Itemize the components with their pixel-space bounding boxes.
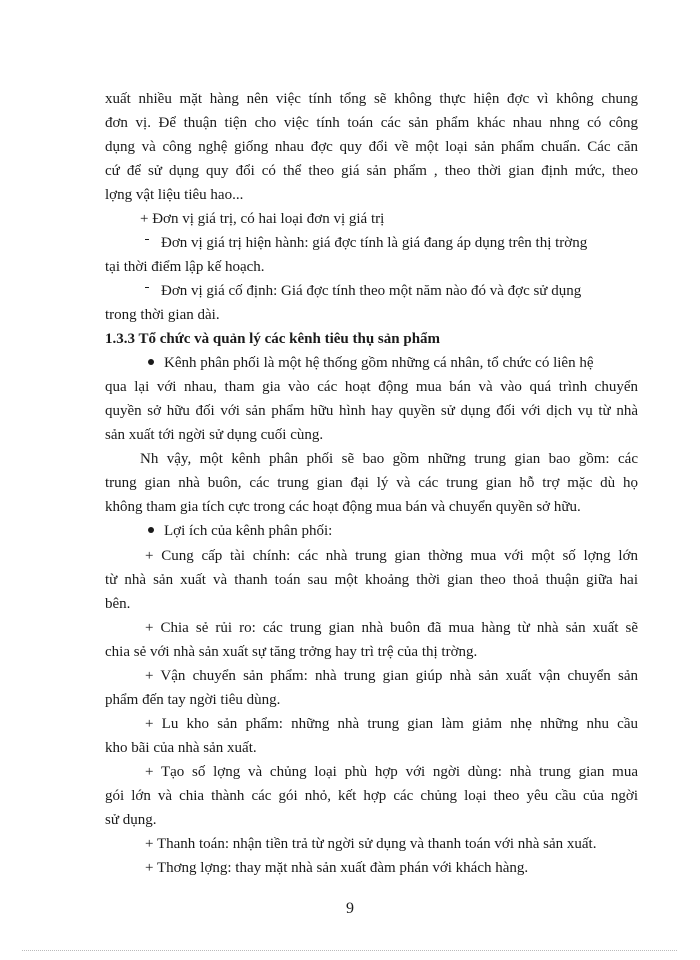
page-number: 9	[346, 900, 354, 917]
text-line: bên.	[105, 596, 131, 612]
text-line: qua lại với nhau, tham gia vào các hoạt động mua bán và vào quá trình chuyển	[105, 379, 638, 395]
text-line: + Lu kho sản phẩm: những nhà trung gian làm giảm nhẹ những nhu cầu	[145, 716, 638, 732]
text-line: + Thanh toán: nhận tiền trả từ ngời sử dụng và thanh toán với nhà sản xuất.	[145, 836, 597, 852]
dash-bullet	[145, 287, 149, 289]
text-line: dụng và công nghệ giống nhau đợc quy đổi về một loại sản phẩm chuẩn. Các căn	[105, 139, 638, 155]
text-line: xuất nhiều mặt hàng nên việc tính tổng sẽ không thực hiện đợc vì không chung	[105, 91, 638, 107]
text-line: sử dụng.	[105, 812, 157, 828]
text-line: Đơn vị giá trị hiện hành: giá đợc tính là giá đang áp dụng trên thị trờng	[161, 235, 588, 251]
text-line: trung gian nhà buôn, các trung gian đại lý và các trung gian hỗ trợ mặc dù họ	[105, 475, 638, 491]
dash-item	[145, 233, 638, 253]
text-line: + Tạo số lợng và chủng loại phù hợp với ngời dùng: nhà trung gian mua	[145, 764, 638, 780]
dash-bullet	[145, 239, 149, 241]
text-line: không tham gia tích cực trong các hoạt động mua bán và chuyển quyền sở hữu.	[105, 499, 581, 515]
text-line: lợng vật liệu tiêu hao...	[105, 187, 244, 203]
text-line: kho bãi của nhà sản xuất.	[105, 740, 257, 756]
page-bottom-divider	[22, 950, 677, 951]
text-line: Kênh phân phối là một hệ thống gồm những cá nhân, tổ chức có liên hệ	[164, 355, 594, 371]
text-line: phẩm đến tay ngời tiêu dùng.	[105, 692, 281, 708]
text-line: sản xuất tới ngời sử dụng cuối cùng.	[105, 427, 324, 443]
text-line: từ nhà sản xuất và thanh toán sau một khoảng thời gian theo thoả thuận giữa hai	[105, 572, 638, 588]
bullet-icon	[148, 359, 154, 365]
text-line: Đơn vị giá cố định: Giá đợc tính theo một năm nào đó và đợc sử dụng	[161, 283, 582, 299]
text-line: chia sẻ với nhà sản xuất sự tăng trởng hay trì trệ của thị trờng.	[105, 644, 478, 660]
text-line: quyền sở hữu đối với sản phẩm hữu hình hay quyền sử dụng đối với dịch vụ từ nhà	[105, 403, 638, 419]
bullet-icon	[148, 527, 154, 533]
bullet-item	[148, 521, 638, 541]
section-heading: 1.3.3 Tổ chức và quản lý các kênh tiêu thụ sản phẩm	[105, 331, 441, 347]
text-line: Lợi ích của kênh phân phối:	[164, 523, 333, 539]
text-line: + Vận chuyển sản phẩm: nhà trung gian giúp nhà sản xuất vận chuyển sản	[145, 668, 638, 684]
text-line: + Cung cấp tài chính: các nhà trung gian thờng mua với một số lợng lớn	[145, 548, 638, 564]
text-line: tại thời điểm lập kế hoạch.	[105, 259, 265, 275]
text-line: Nh vậy, một kênh phân phối sẽ bao gồm những trung gian bao gồm: các	[140, 451, 638, 467]
text-line: + Chia sẻ rủi ro: các trung gian nhà buôn đã mua hàng từ nhà sản xuất sẽ	[145, 620, 638, 636]
bullet-item	[148, 353, 638, 373]
dash-item	[145, 281, 638, 301]
text-line: + Đơn vị giá trị, có hai loại đơn vị giá trị	[140, 211, 385, 227]
text-line: gói lớn và chia thành các gói nhỏ, kết hợp các chủng loại theo yêu cầu của ngời	[105, 788, 638, 804]
text-line: trong thời gian dài.	[105, 307, 220, 323]
text-line: đơn vị. Để thuận tiện cho việc tính toán các sản phẩm khác nhau nhng có công	[105, 115, 638, 131]
text-line: + Thơng lợng: thay mặt nhà sản xuất đàm phán với khách hàng.	[145, 860, 529, 876]
text-line: cứ để sử dụng quy đổi có thể theo giá sản phẩm , theo thời gian định mức, theo	[105, 163, 638, 179]
